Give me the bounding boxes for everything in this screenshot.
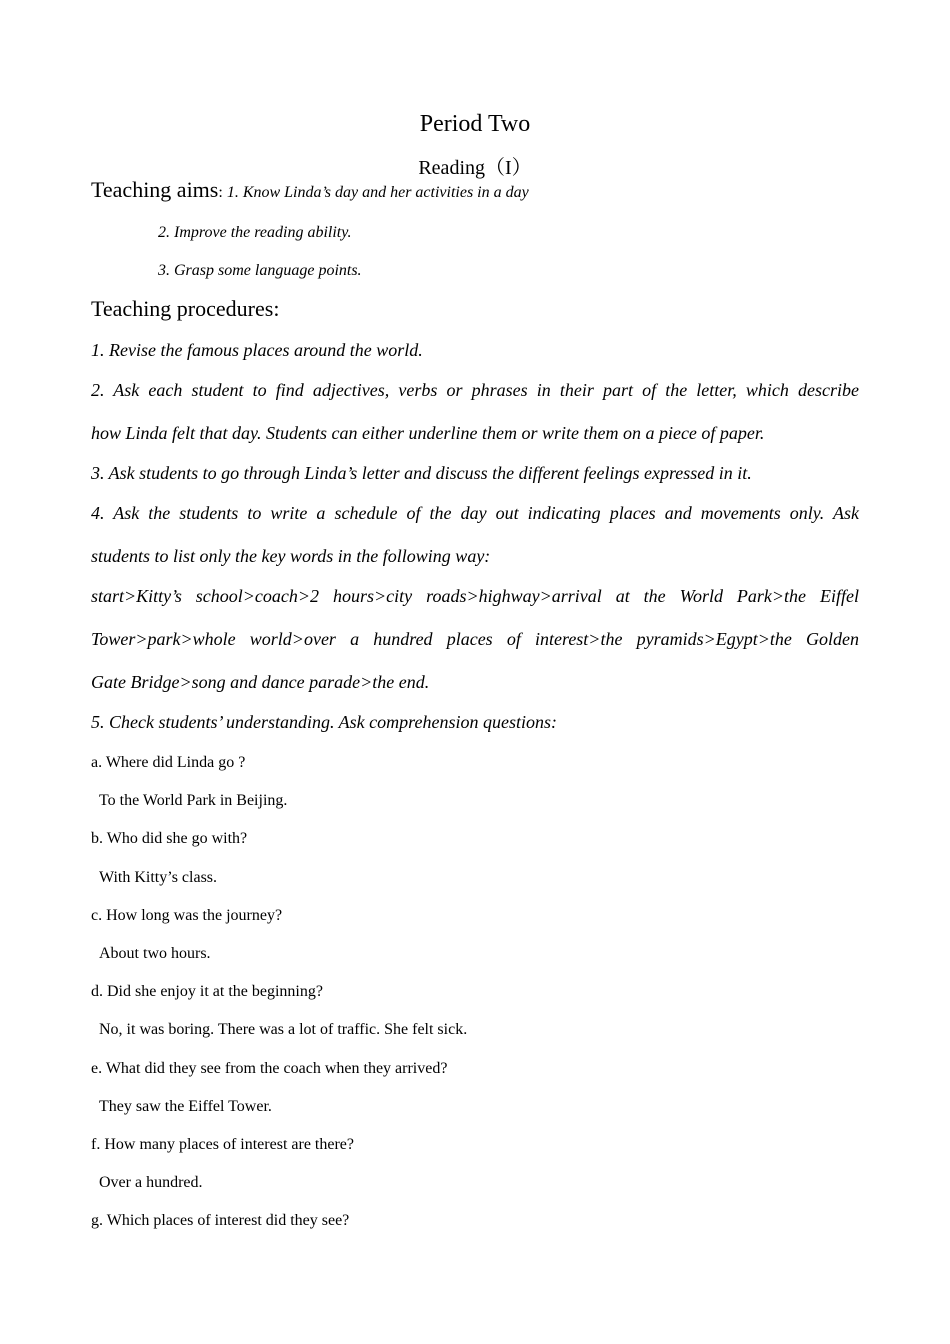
answer: About two hours. [99, 945, 211, 962]
answer: No, it was boring. There was a lot of traffic. She felt sick. [99, 1021, 468, 1038]
answer: They saw the Eiffel Tower. [99, 1098, 272, 1115]
aim-item: 1. Know Linda’s day and her activities in a day [226, 184, 529, 201]
procedure-line: 5. Check students’ understanding. Ask comprehension questions: [91, 712, 557, 732]
procedure-line: students to list only the key words in the following way: [91, 546, 491, 566]
answer: Over a hundred. [99, 1174, 203, 1191]
question: g. Which places of interest did they see? [91, 1212, 350, 1229]
procedure-line: 2. Ask each student to find adjectives, verbs or phrases in their part of the letter, which describe [91, 380, 859, 400]
procedure-line: Tower>park>whole world>over a hundred places of interest>the pyramids>Egypt>the Golden [91, 629, 859, 649]
procedure-line: Gate Bridge>song and dance parade>the end. [91, 672, 430, 692]
question: a. Where did Linda go ? [91, 754, 246, 771]
question: c. How long was the journey? [91, 907, 283, 924]
procedures-heading: Teaching procedures: [91, 296, 280, 321]
procedure-line: 4. Ask the students to write a schedule of the day out indicating places and movements only. Ask [91, 503, 859, 523]
procedure-line: how Linda felt that day. Students can either underline them or write them on a piece of paper. [91, 423, 765, 443]
teaching-aims [91, 177, 529, 203]
aim-item: 3. Grasp some language points. [158, 262, 362, 279]
answer: To the World Park in Beijing. [99, 792, 288, 809]
question: e. What did they see from the coach when they arrived? [91, 1060, 448, 1077]
page-subtitle: Reading（I） [418, 157, 532, 179]
teaching-aims-label: Teaching aims [91, 177, 219, 202]
question: b. Who did she go with? [91, 830, 248, 847]
procedure-line: 3. Ask students to go through Linda’s letter and discuss the different feelings expressed in it. [91, 463, 752, 483]
answer: With Kitty’s class. [99, 869, 218, 886]
page-title: Period Two [419, 111, 531, 137]
procedure-line: 1. Revise the famous places around the world. [91, 340, 423, 360]
question: f. How many places of interest are there? [91, 1136, 354, 1153]
teaching-aims-colon: : [218, 184, 223, 201]
procedure-line: start>Kitty’s school>coach>2 hours>city roads>highway>arrival at the World Park>the Eiffel [91, 586, 859, 606]
question: d. Did she enjoy it at the beginning? [91, 983, 323, 1000]
aim-item: 2. Improve the reading ability. [158, 224, 352, 241]
